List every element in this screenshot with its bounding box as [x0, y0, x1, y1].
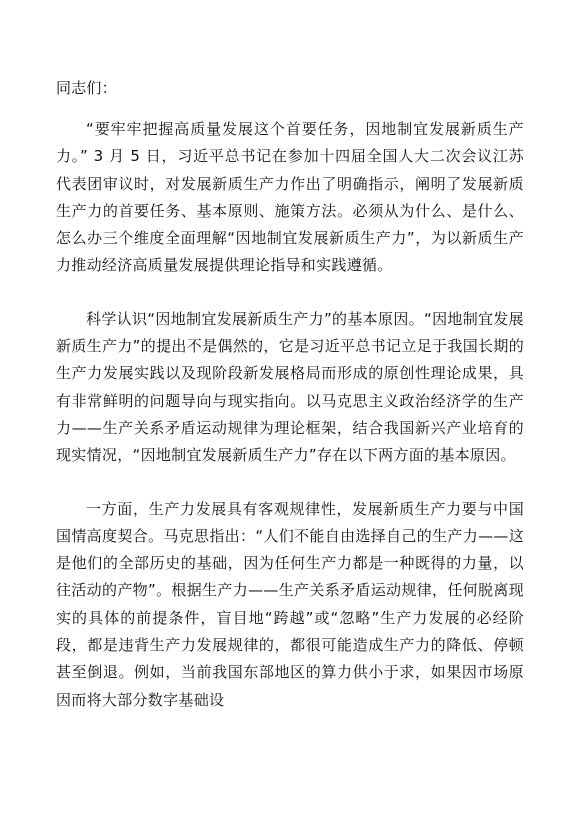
paragraph-first-aspect: 一方面，生产力发展具有客观规律性，发展新质生产力要与中国国情高度契合。马克思指出：“人们不能自由选择自己的生产力——这是他们的全部历史的基础，因为任何生产力都是一种既得的力量，以往活动的产物”。根据生产力——生产关系矛盾运动规律，任何脱离现实的具体的前提条件，盲目地“跨越”或“忽略”生产力发展的必经阶段，都是违背生产力发展规律的，都很可能造成生产力的降低、停顿甚至倒退。例如，当前我国东部地区的算力供小于求，如果因市场原因而将大部分数字基础设: [56, 499, 524, 709]
salutation: 同志们：: [56, 79, 117, 97]
document-body: [56, 76, 524, 714]
paragraph-intro: “要牢牢把握高质量发展这个首要任务，因地制宜发展新质生产力。” 3 月 5 日，习近平总书记在参加十四届全国人大二次会议江苏代表团审议时，对发展新质生产力作出了明确指示，阐明了发展新质生产力的首要任务、基本原则、施策方法。必须从为什么、是什么、怎么办三个维度全面理解“因地制宜发展新质生产力”，为以新质生产力推动经济高质量发展提供理论指导和实践遵循。: [56, 120, 524, 275]
paragraph-basic-reasons: 科学认识“因地制宜发展新质生产力”的基本原因。“因地制宜发展新质生产力”的提出不是偶然的，它是习近平总书记立足于我国长期的生产力发展实践以及现阶段新发展格局而形成的原创性理论成果，具有非常鲜明的问题导向与现实指向。以马克思主义政治经济学的生产力——生产关系矛盾运动规律为理论框架，结合我国新兴产业培育的现实情况，“因地制宜发展新质生产力”存在以下两方面的基本原因。: [56, 309, 524, 465]
